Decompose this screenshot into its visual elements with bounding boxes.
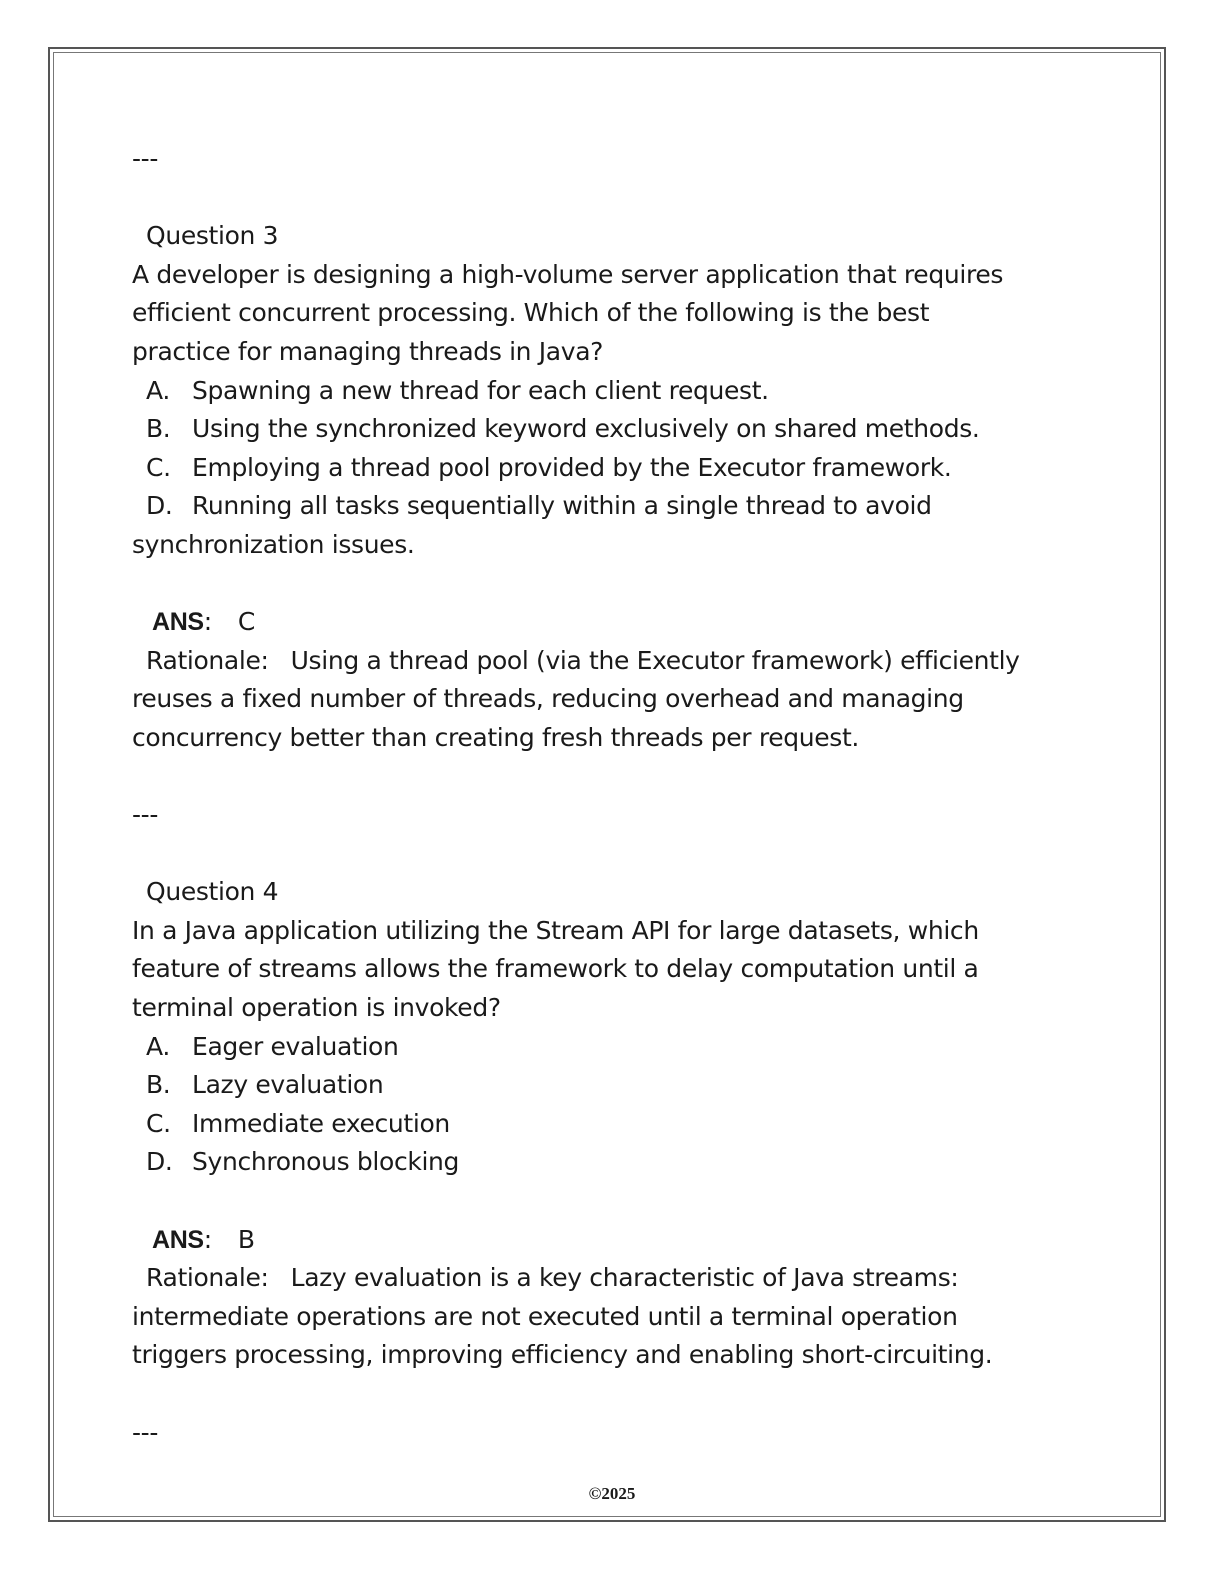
question-3-stem-line: practice for managing threads in Java?: [132, 336, 604, 366]
option-text: Spawning a new thread for each client request.: [192, 375, 769, 405]
option-letter: D.: [146, 1147, 173, 1177]
question-4-title: Question 4: [146, 877, 279, 907]
question-4-option-b: [132, 1066, 1092, 1105]
question-3-option-d-continuation: synchronization issues.: [132, 529, 415, 559]
answer-label: ANS: [152, 608, 204, 637]
option-letter: B.: [146, 1070, 171, 1100]
question-3-option-a: [132, 372, 1092, 411]
question-4-stem-line: In a Java application utilizing the Stream API for large datasets, which: [132, 915, 979, 945]
question-3-rationale-line: concurrency better than creating fresh threads per request.: [132, 722, 860, 752]
document-body: [132, 140, 1092, 1452]
answer-colon: :: [203, 607, 212, 637]
question-3-option-c: [132, 449, 1092, 488]
answer-label: ANS: [152, 1225, 204, 1254]
option-letter: C.: [146, 452, 171, 482]
option-text: Running all tasks sequentially within a single thread to avoid: [192, 491, 932, 521]
question-3-stem-line: A developer is designing a high-volume server application that requires: [132, 259, 1004, 289]
option-text: Employing a thread pool provided by the Executor framework.: [192, 452, 952, 482]
question-3-stem-line: efficient concurrent processing. Which of the following is the best: [132, 298, 930, 328]
question-4-rationale-line: triggers processing, improving efficiency and enabling short-circuiting.: [132, 1340, 993, 1370]
question-4-option-d: [132, 1143, 1092, 1182]
question-3-rationale-line: [132, 642, 1092, 681]
question-3-option-b: [132, 410, 1092, 449]
option-text: Lazy evaluation: [192, 1070, 384, 1100]
option-letter: A.: [146, 1031, 170, 1061]
option-letter: D.: [146, 491, 173, 521]
copyright-footer: ©2025: [588, 1484, 636, 1503]
question-4-stem-line: terminal operation is invoked?: [132, 993, 501, 1023]
answer-value: B: [237, 1224, 255, 1254]
question-3-option-d: [132, 487, 1092, 526]
option-text: Eager evaluation: [192, 1031, 399, 1061]
option-text: Synchronous blocking: [192, 1147, 460, 1177]
rationale-label: Rationale:: [146, 645, 269, 675]
rationale-label: Rationale:: [146, 1263, 269, 1293]
option-letter: B.: [146, 414, 171, 444]
separator: ---: [132, 800, 159, 830]
rationale-text: Using a thread pool (via the Executor framework) efficiently: [290, 645, 1020, 675]
question-4-stem-line: feature of streams allows the framework to delay computation until a: [132, 954, 979, 984]
question-4-answer: [132, 1221, 1092, 1260]
option-letter: A.: [146, 375, 170, 405]
option-text: Immediate execution: [192, 1108, 450, 1138]
answer-colon: :: [203, 1224, 212, 1254]
question-3-rationale-line: reuses a fixed number of threads, reducing overhead and managing: [132, 684, 964, 714]
question-3-title: Question 3: [146, 221, 279, 251]
question-4-rationale-line: [132, 1259, 1092, 1298]
question-4-option-c: [132, 1105, 1092, 1144]
rationale-text: Lazy evaluation is a key characteristic of Java streams:: [290, 1263, 959, 1293]
separator: ---: [132, 1417, 159, 1447]
question-3-answer: [132, 603, 1092, 642]
option-text: Using the synchronized keyword exclusively on shared methods.: [192, 414, 980, 444]
option-letter: C.: [146, 1108, 171, 1138]
answer-value: C: [237, 607, 255, 637]
question-4-rationale-line: intermediate operations are not executed until a terminal operation: [132, 1301, 958, 1331]
separator: ---: [132, 144, 159, 173]
question-4-option-a: [132, 1028, 1092, 1067]
